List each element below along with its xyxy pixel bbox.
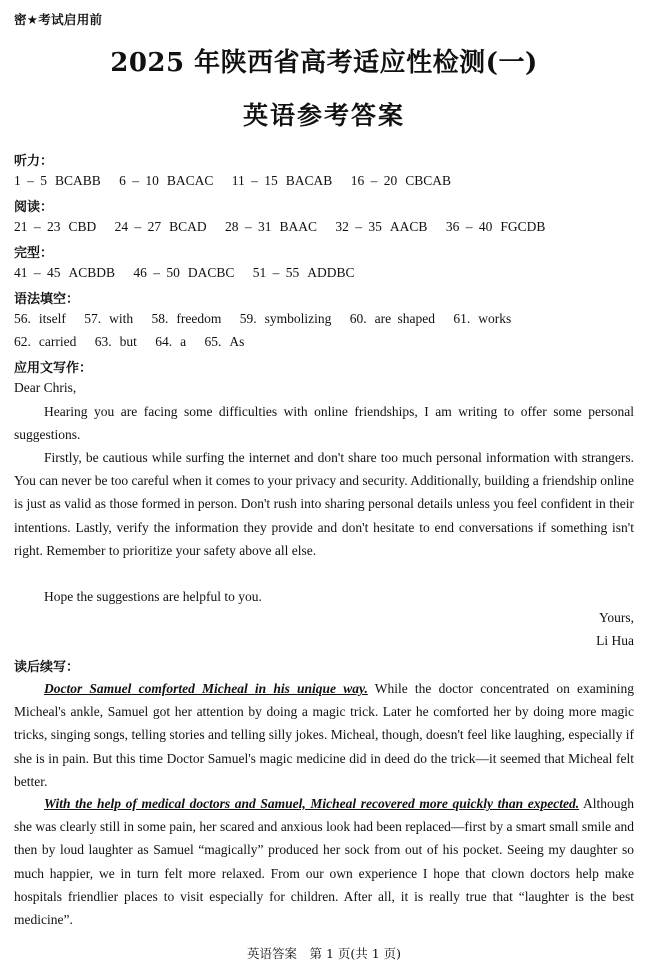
question-number: 60. bbox=[349, 311, 367, 326]
page-title: 2025 年陕西省高考适应性检测(一) bbox=[110, 48, 538, 78]
answer-letters: ADDBC bbox=[307, 265, 355, 280]
answer-range: 46 – 50 bbox=[133, 265, 180, 280]
letter-closing: Yours, bbox=[598, 610, 634, 625]
writing-heading: 应用文写作： bbox=[14, 361, 93, 376]
answer-range: 21 – 23 bbox=[14, 219, 61, 234]
question-number: 58. bbox=[151, 311, 169, 326]
question-number: 65. bbox=[204, 334, 222, 349]
secret-label: 密★考试启用前 bbox=[14, 12, 103, 27]
answer-letters: ACBDB bbox=[68, 265, 116, 280]
answer-letters: BCAD bbox=[169, 219, 207, 234]
continuation-heading: 读后续写： bbox=[14, 660, 80, 675]
answer-range: 32 – 35 bbox=[335, 219, 382, 234]
answer-range: 11 – 15 bbox=[231, 173, 278, 188]
cloze-heading: 完型： bbox=[14, 246, 54, 261]
continuation-paragraph-2 bbox=[14, 792, 634, 931]
grammar-answer: freedom bbox=[176, 311, 222, 326]
grammar-answer: but bbox=[119, 334, 137, 349]
answer-letters: FGCDB bbox=[500, 219, 546, 234]
question-number: 59. bbox=[239, 311, 257, 326]
answer-letters: BACAC bbox=[166, 173, 214, 188]
page-footer: 英语答案 第 1 页(共 1 页) bbox=[246, 946, 402, 961]
letter-paragraph-3: Hope the suggestions are helpful to you. bbox=[44, 589, 262, 604]
grammar-answer: carried bbox=[38, 334, 77, 349]
grammar-answer: itself bbox=[38, 311, 66, 326]
reading-answers bbox=[14, 219, 557, 235]
grammar-answer: works bbox=[478, 311, 512, 326]
answer-letters: BAAC bbox=[279, 219, 318, 234]
grammar-answers-line1 bbox=[14, 311, 523, 327]
answer-letters: CBD bbox=[68, 219, 97, 234]
listening-heading: 听力： bbox=[14, 154, 54, 169]
listening-answers bbox=[14, 173, 463, 189]
answer-range: 28 – 31 bbox=[225, 219, 272, 234]
continuation-lead-sentence-1: Doctor Samuel comforted Micheal in his unique way. bbox=[44, 681, 368, 696]
page-subtitle: 英语参考答案 bbox=[242, 101, 405, 130]
question-number: 61. bbox=[453, 311, 471, 326]
answer-letters: AACB bbox=[389, 219, 428, 234]
letter-salutation: Dear Chris, bbox=[14, 380, 77, 395]
grammar-answer: As bbox=[229, 334, 245, 349]
continuation-body-2: Although she was clearly still in some pain, her scared and anxious look had been replaced—first by a smart small smile and then by loud laughter as Samuel “magically” produced her sock from out of his pocket. Seeing my daughter so much happier, we in turn felt more relaxed. From our own experience I hope that clown doctors help make hospitals friendlier places to visit especially for children. After all, it is really true that “laughter is the best medicine”. bbox=[14, 796, 634, 928]
grammar-answers-line2 bbox=[14, 334, 256, 350]
grammar-answer: symbolizing bbox=[264, 311, 332, 326]
continuation-lead-sentence-2: With the help of medical doctors and Samuel, Micheal recovered more quickly than expected. bbox=[44, 796, 580, 811]
answer-range: 1 – 5 bbox=[14, 173, 47, 188]
answer-range: 6 – 10 bbox=[119, 173, 159, 188]
question-number: 63. bbox=[94, 334, 112, 349]
question-number: 56. bbox=[14, 311, 31, 326]
cloze-answers bbox=[14, 265, 367, 281]
answer-range: 24 – 27 bbox=[114, 219, 162, 234]
letter-paragraph-2: Firstly, be cautious while surfing the internet and don't share too much personal information with strangers. You can never be too careful when it comes to your privacy and security. Additionally, building a friendship online is just as valid as those formed in person. Don't rush into sharing personal details unless you feel confident in their intentions. Lastly, verify the information they provide and don't hesitate to end conversations if something isn't right. Remember to prioritize your safety above all else. bbox=[14, 450, 634, 558]
grammar-heading: 语法填空： bbox=[14, 292, 80, 307]
letter-signature: Li Hua bbox=[596, 633, 634, 648]
letter-paragraph-1: Hearing you are facing some difficulties with online friendships, I am writing to offer some personal suggestions. bbox=[14, 404, 634, 443]
continuation-paragraph-1 bbox=[14, 677, 634, 793]
answer-range: 36 – 40 bbox=[445, 219, 493, 234]
answer-range: 16 – 20 bbox=[350, 173, 398, 188]
grammar-answer: a bbox=[180, 334, 187, 349]
answer-range: 51 – 55 bbox=[252, 265, 300, 280]
answer-letters: BACAB bbox=[285, 173, 333, 188]
question-number: 64. bbox=[155, 334, 173, 349]
answer-letters: DACBC bbox=[187, 265, 235, 280]
question-number: 62. bbox=[14, 334, 31, 349]
answer-range: 41 – 45 bbox=[14, 265, 61, 280]
grammar-answer: are shaped bbox=[374, 311, 435, 326]
answer-letters: BCABB bbox=[55, 173, 101, 188]
reading-heading: 阅读： bbox=[14, 200, 54, 215]
grammar-answer: with bbox=[109, 311, 134, 326]
continuation-body-1: While the doctor concentrated on examining Micheal's ankle, Samuel got her attention by doing a magic trick. Later he comforted her by doing more magic tricks, singing songs, telling stories and telling silly jokes. Micheal, though, doesn't feel like laughing, especially if she is in pain. But this time Doctor Samuel's magic medicine did in deed do the trick—it seemed that Micheal felt better. bbox=[14, 681, 634, 789]
question-number: 57. bbox=[84, 311, 102, 326]
answer-letters: CBCAB bbox=[405, 173, 451, 188]
